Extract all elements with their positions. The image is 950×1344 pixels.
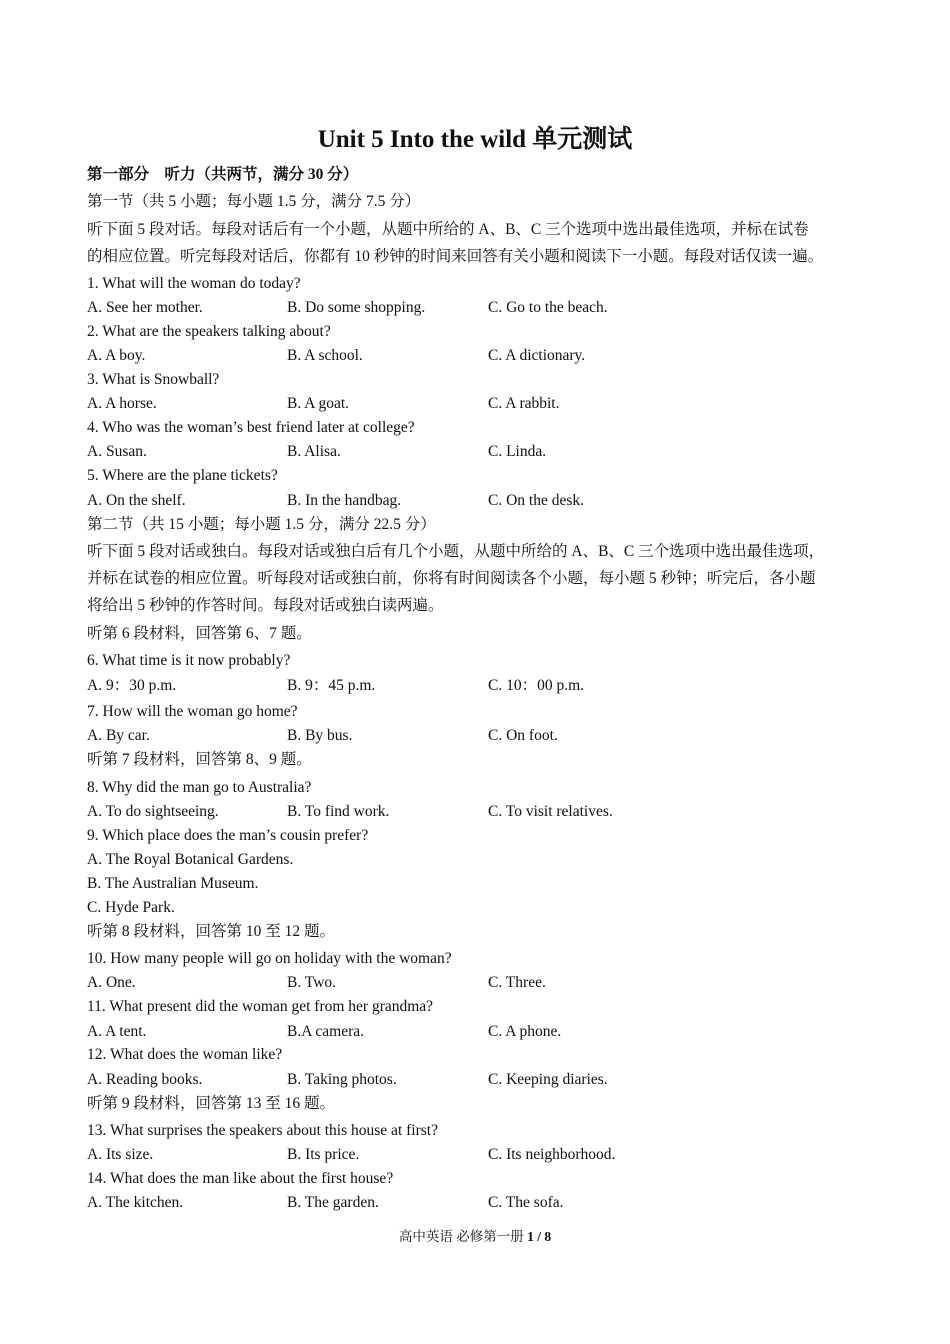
option-b: B. Alisa. bbox=[287, 443, 341, 460]
option-a: A. Reading books. bbox=[87, 1071, 203, 1088]
question-text: 2. What are the speakers talking about? bbox=[87, 323, 331, 340]
option-c: C. Go to the beach. bbox=[488, 299, 608, 316]
question-text: 12. What does the woman like? bbox=[87, 1046, 283, 1063]
question-text: 10. How many people will go on holiday with the woman? bbox=[87, 950, 452, 967]
option-b: B. Do some shopping. bbox=[287, 299, 426, 316]
option-b: B. Two. bbox=[287, 974, 337, 991]
page-total: 8 bbox=[544, 1229, 552, 1244]
option-c: C. Keeping diaries. bbox=[488, 1071, 608, 1088]
option-b: B.A camera. bbox=[287, 1023, 365, 1040]
material-heading: 听第 8 段材料，回答第 10 至 12 题。 bbox=[87, 923, 336, 940]
option-b: B. 9：45 p.m. bbox=[287, 677, 376, 694]
option-a: A. To do sightseeing. bbox=[87, 803, 219, 820]
footer-course: 高中英语 必修第一册 bbox=[398, 1229, 528, 1244]
option-a: A. A tent. bbox=[87, 1023, 147, 1040]
option-b: B. In the handbag. bbox=[287, 492, 402, 509]
section1-instruction-line: 听下面 5 段对话。每段对话后有一个小题，从题中所给的 A、B、C 三个选项中选出最佳选项，并标在试卷 bbox=[87, 221, 809, 238]
section2-instruction-line: 将给出 5 秒钟的作答时间。每段对话或独白读两遍。 bbox=[87, 597, 444, 614]
option-a: A. 9：30 p.m. bbox=[87, 677, 177, 694]
option-a: A. A horse. bbox=[87, 395, 157, 412]
option-a: A. See her mother. bbox=[87, 299, 203, 316]
question-text: 7. How will the woman go home? bbox=[87, 703, 298, 720]
option-a: A. The kitchen. bbox=[87, 1194, 184, 1211]
question-text: 14. What does the man like about the first house? bbox=[87, 1170, 394, 1187]
page-number: 1 bbox=[527, 1229, 534, 1244]
option-c: C. On the desk. bbox=[488, 492, 585, 509]
option-c: C. A phone. bbox=[488, 1023, 562, 1040]
section2-heading: 第二节（共 15 小题；每小题 1.5 分，满分 22.5 分） bbox=[87, 516, 436, 533]
question-text: 1. What will the woman do today? bbox=[87, 275, 301, 292]
question-text: 6. What time is it now probably? bbox=[87, 652, 291, 669]
option-c: C. 10：00 p.m. bbox=[488, 677, 585, 694]
section1-heading: 第一节（共 5 小题；每小题 1.5 分，满分 7.5 分） bbox=[87, 193, 421, 210]
option-b: B. A school. bbox=[287, 347, 363, 364]
question-text: 3. What is Snowball? bbox=[87, 371, 220, 388]
option-b: B. The garden. bbox=[287, 1194, 379, 1211]
part1-heading: 第一部分 听力（共两节，满分 30 分） bbox=[87, 166, 359, 183]
option-c: C. Linda. bbox=[488, 443, 547, 460]
question-text: 9. Which place does the man’s cousin prefer? bbox=[87, 827, 369, 844]
option-a: A. A boy. bbox=[87, 347, 146, 364]
option-c: C. On foot. bbox=[488, 727, 558, 744]
option-c: C. Hyde Park. bbox=[87, 899, 175, 916]
question-text: 4. Who was the woman’s best friend later at college? bbox=[87, 419, 415, 436]
option-a: A. The Royal Botanical Gardens. bbox=[87, 851, 294, 868]
material-heading: 听第 9 段材料，回答第 13 至 16 题。 bbox=[87, 1095, 336, 1112]
option-b: B. To find work. bbox=[287, 803, 390, 820]
option-a: A. Its size. bbox=[87, 1146, 154, 1163]
option-c: C. A rabbit. bbox=[488, 395, 560, 412]
question-text: 11. What present did the woman get from her grandma? bbox=[87, 998, 434, 1015]
section2-instruction-line: 并标在试卷的相应位置。听每段对话或独白前，你将有时间阅读各个小题，每小题 5 秒钟；听完后，各小题 bbox=[87, 570, 816, 587]
option-a: A. By car. bbox=[87, 727, 150, 744]
option-b: B. The Australian Museum. bbox=[87, 875, 259, 892]
option-b: B. A goat. bbox=[287, 395, 350, 412]
option-c: C. Its neighborhood. bbox=[488, 1146, 616, 1163]
question-text: 13. What surprises the speakers about this house at first? bbox=[87, 1122, 438, 1139]
option-c: C. Three. bbox=[488, 974, 546, 991]
page-footer bbox=[0, 1227, 950, 1247]
page-separator: / bbox=[533, 1229, 545, 1244]
page-title: Unit 5 Into the wild 单元测试 bbox=[317, 126, 633, 153]
material-heading: 听第 6 段材料，回答第 6、7 题。 bbox=[87, 625, 312, 642]
option-b: B. Its price. bbox=[287, 1146, 360, 1163]
option-a: A. One. bbox=[87, 974, 136, 991]
option-c: C. A dictionary. bbox=[488, 347, 586, 364]
option-b: B. By bus. bbox=[287, 727, 353, 744]
section2-instruction-line: 听下面 5 段对话或独白。每段对话或独白后有几个小题，从题中所给的 A、B、C 三个选项中选出最佳选项， bbox=[87, 543, 825, 560]
option-b: B. Taking photos. bbox=[287, 1071, 397, 1088]
option-c: C. To visit relatives. bbox=[488, 803, 613, 820]
section1-instruction-line: 的相应位置。听完每段对话后，你都有 10 秒钟的时间来回答有关小题和阅读下一小题。每段对话仅读一遍。 bbox=[87, 248, 824, 265]
material-heading: 听第 7 段材料，回答第 8、9 题。 bbox=[87, 751, 312, 768]
option-a: A. Susan. bbox=[87, 443, 147, 460]
question-text: 5. Where are the plane tickets? bbox=[87, 467, 278, 484]
question-text: 8. Why did the man go to Australia? bbox=[87, 779, 312, 796]
option-c: C. The sofa. bbox=[488, 1194, 564, 1211]
option-a: A. On the shelf. bbox=[87, 492, 186, 509]
